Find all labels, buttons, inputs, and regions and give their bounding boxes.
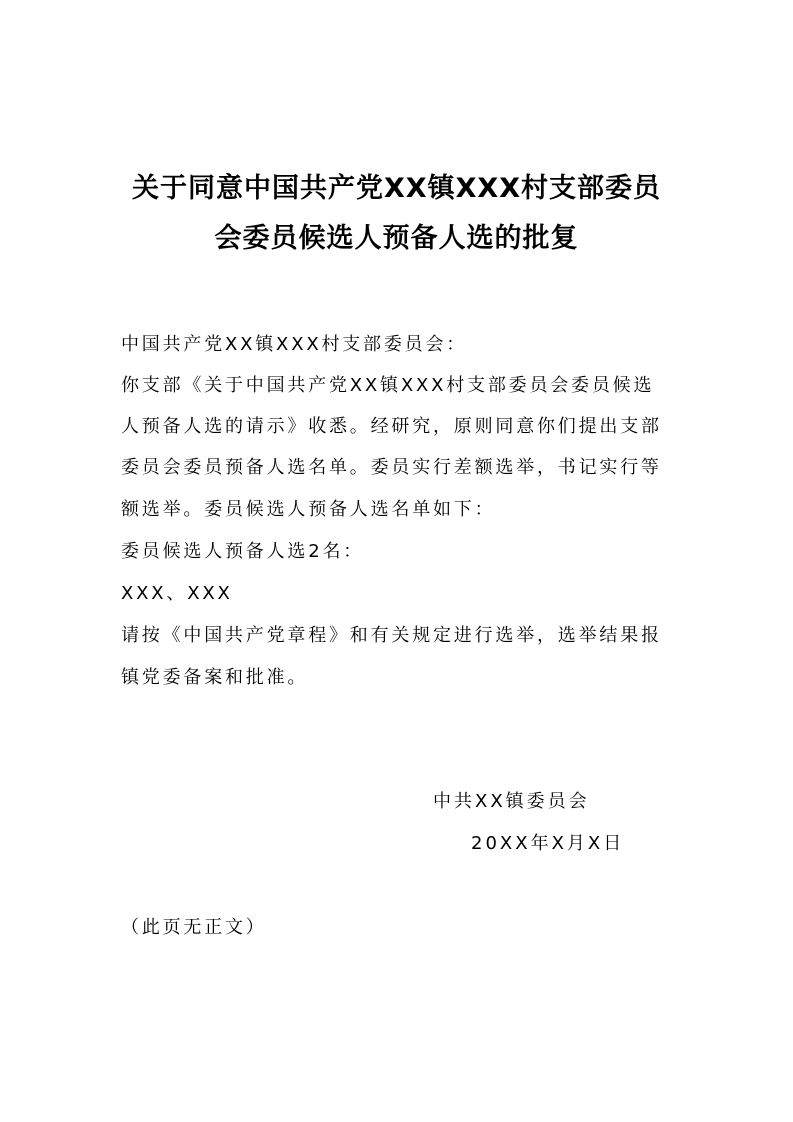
document-title-line-1: 关于同意中国共产党XX镇XXX村支部委员 bbox=[131, 173, 662, 204]
paragraph-1-line-4: 额选举。委员候选人预备人选名单如下： bbox=[121, 499, 496, 520]
paragraph-1-line-2: 人预备人选的请示》收悉。经研究，原则同意你们提出支部 bbox=[121, 416, 662, 437]
salutation: 中国共产党XX镇XXX村支部委员会： bbox=[121, 334, 468, 355]
document-title-line-2: 会委员候选人预备人选的批复 bbox=[214, 223, 579, 254]
signature-organization: 中共XX镇委员会 bbox=[433, 791, 590, 812]
paragraph-2-line-2: 镇党委备案和批准。 bbox=[121, 667, 309, 688]
paragraph-1-line-3: 委员会委员预备人选名单。委员实行差额选举，书记实行等 bbox=[121, 457, 662, 478]
candidates-heading: 委员候选人预备人选2名： bbox=[121, 541, 365, 562]
signature-date: 20XX年X月X日 bbox=[471, 833, 625, 854]
candidates-list: XXX、XXX bbox=[121, 583, 233, 604]
paragraph-1-line-1: 你支部《关于中国共产党XX镇XXX村支部委员会委员候选 bbox=[121, 375, 655, 396]
no-body-note: （此页无正文） bbox=[121, 917, 267, 938]
paragraph-2-line-1: 请按《中国共产党章程》和有关规定进行选举，选举结果报 bbox=[121, 625, 662, 646]
